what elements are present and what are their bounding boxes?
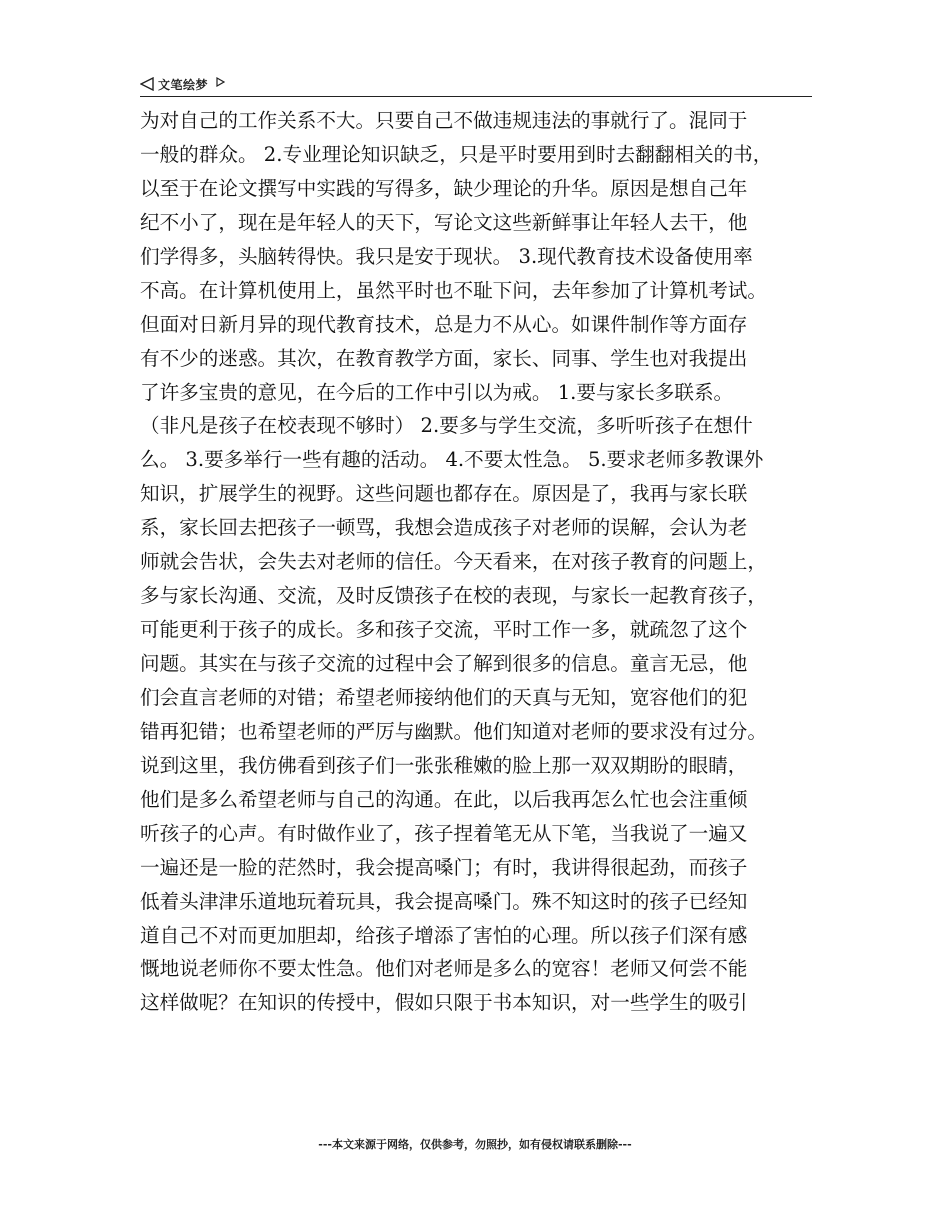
text-line: 可能更利于孩子的成长。多和孩子交流，平时工作一多，就疏忽了这个	[140, 618, 748, 642]
brand-title: 文笔绘梦	[158, 77, 209, 92]
text-line: 但面对日新月异的现代教育技术，总是力不从心。如课件制作等方面存	[140, 312, 748, 336]
text-line: 了许多宝贵的意见，在今后的工作中引以为戒。 1.要与家长多联系。	[140, 380, 734, 404]
text-line: 们学得多，头脑转得快。我只是安于现状。 3.现代教育技术设备使用率	[140, 244, 753, 268]
text-line: 听孩子的心声。有时做作业了，孩子捏着笔无从下笔，当我说了一遍又	[140, 821, 748, 845]
text-line: 知识，扩展学生的视野。这些问题也都存在。原因是了，我再与家长联	[140, 482, 748, 506]
text-line: 有不少的迷惑。其次，在教育教学方面，家长、同事、学生也对我提出	[140, 346, 748, 370]
text-line: 不高。在计算机使用上，虽然平时也不耻下问，去年参加了计算机考试。	[140, 278, 767, 302]
page-header	[140, 72, 812, 97]
text-line: （非凡是孩子在校表现不够时） 2.要多与学生交流，多听听孩子在想什	[140, 414, 753, 438]
text-line: 为对自己的工作关系不大。只要自己不做违规违法的事就行了。混同于	[140, 109, 748, 132]
text-line: 系，家长回去把孩子一顿骂，我想会造成孩子对老师的误解，会认为老	[140, 516, 748, 540]
page-footer: ---本文来源于网络，仅供参考，勿照抄，如有侵权请联系删除---	[318, 1138, 632, 1151]
document-body	[140, 104, 812, 1020]
text-line: 问题。其实在与孩子交流的过程中会了解到很多的信息。童言无忌，他	[140, 652, 748, 675]
text-line: 么。 3.要多举行一些有趣的活动。 4.不要太性急。 5.要求老师多教课外	[140, 448, 764, 472]
text-line: 这样做呢？在知识的传授中，假如只限于书本知识，对一些学生的吸引	[140, 991, 748, 1015]
text-line: 一般的群众。 2.专业理论知识缺乏，只是平时要用到时去翻翻相关的书，	[140, 142, 773, 166]
text-line: 道自己不对而更加胆却，给孩子增添了害怕的心理。所以孩子们深有感	[140, 923, 748, 947]
text-line: 低着头津津乐道地玩着玩具，我会提高嗓门。殊不知这时的孩子已经知	[140, 889, 748, 913]
text-line: 一遍还是一脸的茫然时，我会提高嗓门；有时，我讲得很起劲，而孩子	[140, 855, 748, 879]
text-line: 慨地说老师你不要太性急。他们对老师是多么的宽容！老师又何尝不能	[140, 957, 748, 981]
text-line: 错再犯错；也希望老师的严厉与幽默。他们知道对老师的要求没有过分。	[140, 719, 767, 743]
text-line: 纪不小了，现在是年轻人的天下，写论文这些新鲜事让年轻人去干，他	[140, 210, 748, 234]
triangle-left-icon	[140, 77, 154, 91]
triangle-right-icon	[216, 77, 225, 87]
text-line: 多与家长沟通、交流，及时反馈孩子在校的表现，与家长一起教育孩子，	[140, 584, 767, 608]
text-line: 以至于在论文撰写中实践的写得多，缺少理论的升华。原因是想自己年	[140, 176, 748, 200]
text-line: 说到这里，我仿佛看到孩子们一张张稚嫩的脸上那一双双期盼的眼睛，	[140, 753, 748, 777]
text-line: 们会直言老师的对错；希望老师接纳他们的天真与无知，宽容他们的犯	[140, 685, 748, 709]
text-line: 他们是多么希望老师与自己的沟通。在此，以后我再怎么忙也会注重倾	[140, 787, 748, 811]
text-line: 师就会告状，会失去对老师的信任。今天看来，在对孩子教育的问题上，	[140, 550, 767, 574]
